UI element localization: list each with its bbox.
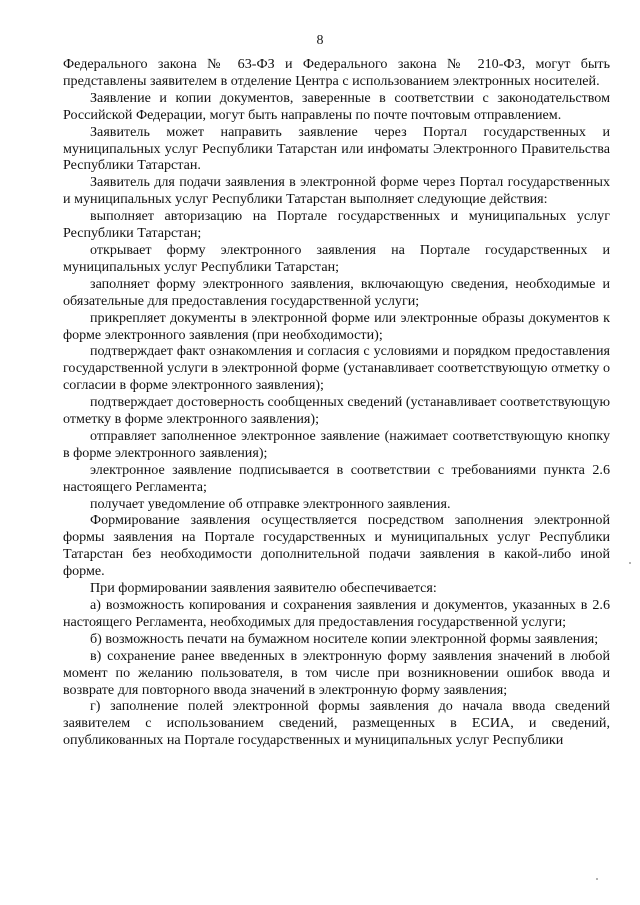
- paragraph-12: электронное заявление подписывается в соответствии с требованиями пункта 2.6 настоящего Регламента;: [63, 461, 610, 495]
- paragraph-10: подтверждает достоверность сообщенных сведений (устанавливает соответствующую отметку в форме электронного заявления);: [63, 394, 610, 428]
- scan-speck: [596, 878, 598, 880]
- paragraph-15: При формировании заявления заявителю обеспечивается:: [90, 580, 437, 597]
- paragraph-8: прикрепляет документы в электронной форме или электронные образы документов к форме электронного заявления (при необходимости);: [63, 309, 610, 343]
- page-number: 8: [316, 33, 324, 48]
- paragraph-17: б) возможность печати на бумажном носителе копии электронной формы заявления;: [90, 630, 599, 647]
- paragraph-13: получает уведомление об отправке электронного заявления.: [90, 495, 451, 512]
- paragraph-16: а) возможность копирования и сохранения заявления и документов, указанных в 2.6 настоящего Регламента, необходимых для предоставления государственной услуги;: [63, 597, 610, 630]
- paragraph-9: подтверждает факт ознакомления и согласия с условиями и порядком предоставления государственной услуги в электронной форме (устанавливает соответствующую отметку о согласии в форме электронного заявления);: [63, 343, 610, 394]
- paragraph-2: Заявление и копии документов, заверенные в соответствии с законодательством Российской Федерации, могут быть направлены по почте почтовым отправлением.: [63, 89, 610, 123]
- paragraph-3: Заявитель может направить заявление через Портал государственных и муниципальных услуг Республики Татарстан или инфоматы Электронного Правительства Республики Татарстан.: [63, 123, 610, 174]
- body-text: [63, 56, 610, 749]
- paragraph-19: г) заполнение полей электронной формы заявления до начала ввода сведений заявителем с использованием сведений, размещенных в ЕСИА, и сведений, опубликованных на Портале государственных и муниципальных услуг Республики: [63, 698, 610, 749]
- paragraph-11: отправляет заполненное электронное заявление (нажимает соответствующую кнопку в форме электронного заявления);: [63, 427, 610, 461]
- paragraph-18: в) сохранение ранее введенных в электронную форму заявления значений в любой момент по желанию пользователя, в том числе при возникновении ошибок ввода и возврате для повторного ввода значений в электронную форму заявления;: [63, 647, 610, 698]
- paragraph-7: заполняет форму электронного заявления, включающую сведения, необходимые и обязательные для предоставления государственной услуги;: [63, 275, 610, 309]
- paragraph-1: Федерального закона № 63-ФЗ и Федерального закона № 210-ФЗ, могут быть представлены заявителем в отделение Центра с использованием электронных носителей.: [63, 56, 610, 89]
- paragraph-4: Заявитель для подачи заявления в электронной форме через Портал государственных и муниципальных услуг Республики Татарстан выполняет следующие действия:: [63, 174, 610, 208]
- scan-speck: [629, 562, 631, 564]
- paragraph-14: Формирование заявления осуществляется посредством заполнения электронной формы заявления на Портале государственных и муниципальных услуг Республики Татарстан без необходимости дополнительной подачи заявления в какой-либо иной форме.: [63, 512, 610, 580]
- paragraph-5: выполняет авторизацию на Портале государственных и муниципальных услуг Республики Татарстан;: [63, 208, 610, 242]
- paragraph-6: открывает форму электронного заявления на Портале государственных и муниципальных услуг Республики Татарстан;: [63, 241, 610, 275]
